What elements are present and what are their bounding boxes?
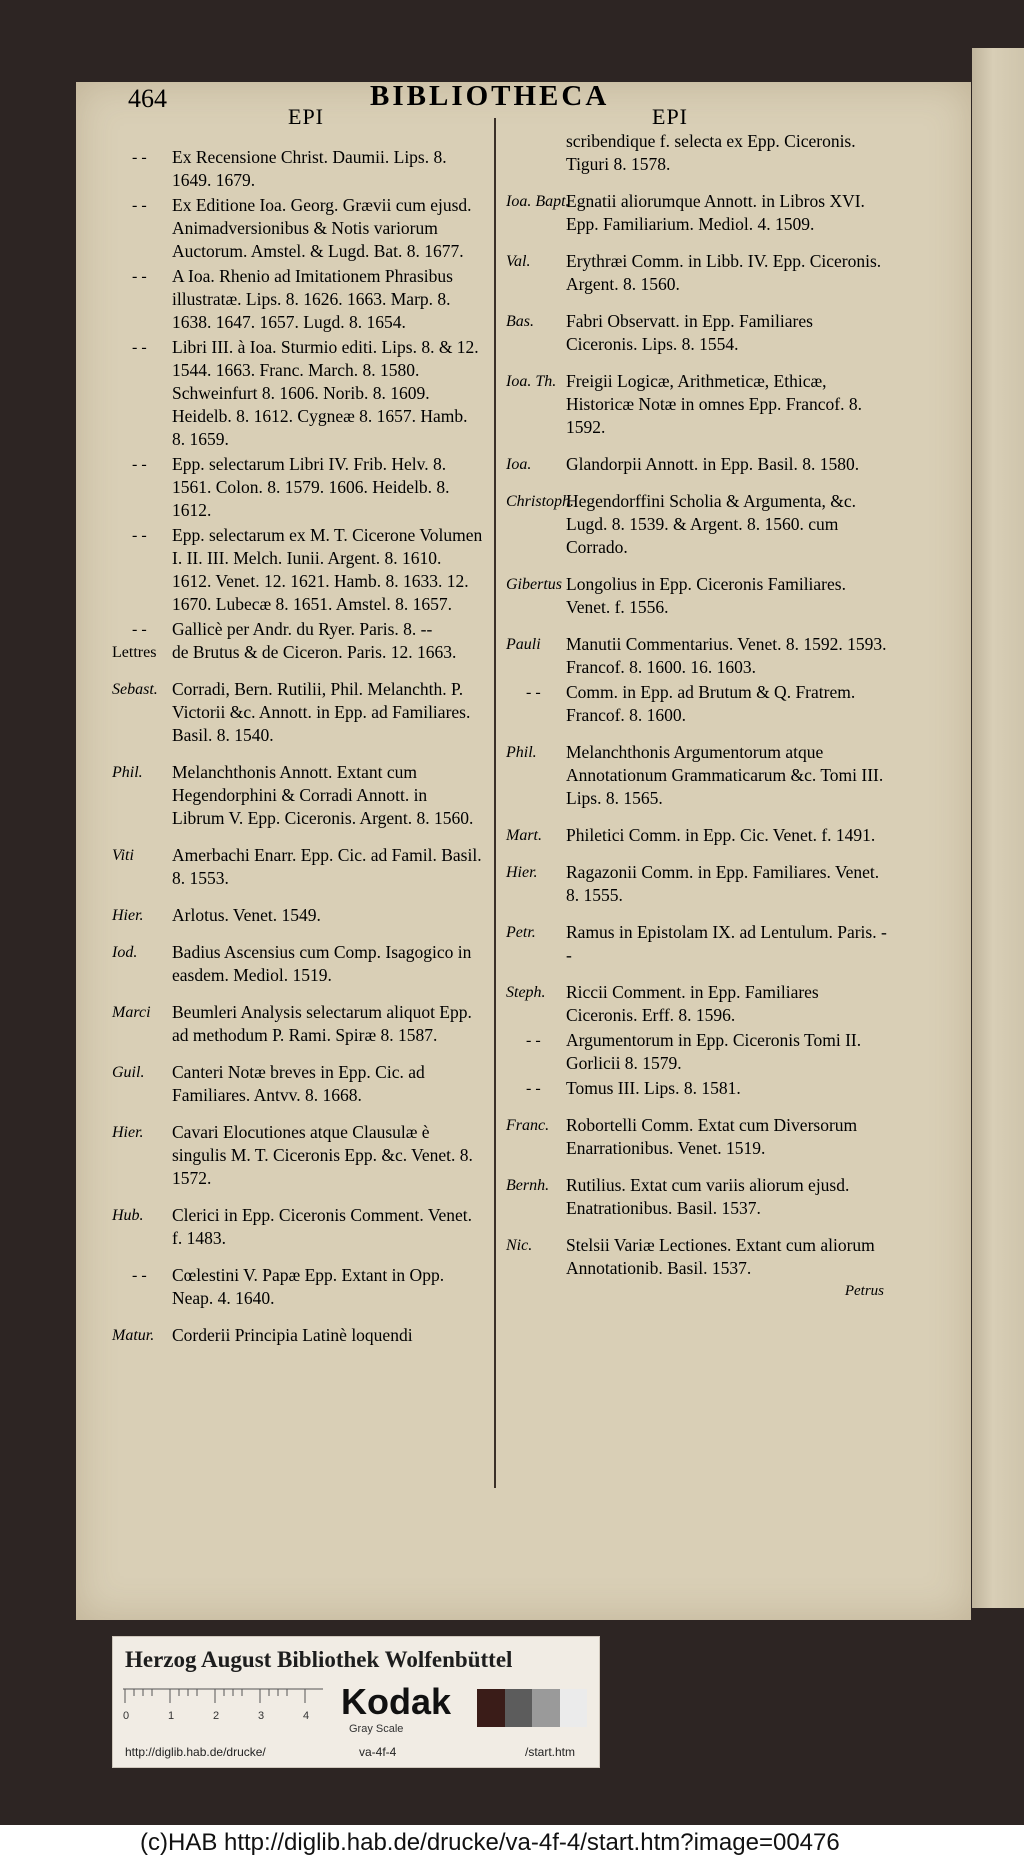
entry-marker: Hier. [112,1124,144,1141]
entry-text: Argumentorum in Epp. Ciceronis Tomi II. Gorlicii 8. 1579. [566,1030,862,1073]
ruler-label: 0 [123,1710,130,1722]
entry [112,904,484,927]
entry [506,861,888,907]
entry [506,633,888,679]
entry-text: Arlotus. Venet. 1549. [172,905,321,925]
entry-marker: Guil. [112,1064,145,1081]
entry [112,146,484,192]
entry-marker: - - [526,1080,541,1097]
entry-marker: - - [132,456,147,473]
entry-text: Badius Ascensius cum Comp. Isagogico in easdem. Mediol. 1519. [172,942,472,985]
entry-text: Gallicè per Andr. du Ryer. Paris. 8. -- [172,619,433,639]
entry-text: A Ioa. Rhenio ad Imitationem Phrasibus illustratæ. Lips. 8. 1626. 1663. Marp. 8. 1638. 1647. 1657. Lugd. 8. 1654. [172,266,453,332]
entry [506,681,888,727]
url-base: http://diglib.hab.de/drucke/ [125,1745,266,1759]
entry-marker: Val. [506,253,531,270]
left-column [112,146,484,1347]
entry-marker: Hub. [112,1207,144,1224]
entry-text: Rutilius. Extat cum variis aliorum ejusd. Enatrationibus. Basil. 1537. [566,1175,850,1218]
entry [112,1121,484,1190]
right-column-head: EPI [652,104,688,129]
entry-marker: Nic. [506,1237,533,1254]
entry-marker: Viti [112,847,134,864]
library-name: Herzog August Bibliothek Wolfenbüttel [125,1647,513,1672]
entry-marker: Iod. [112,944,138,961]
entry-text: Epp. selectarum ex M. T. Cicerone Volumen I. II. III. Melch. Iunii. Argent. 8. 1610. 1612. Venet. 12. 1621. Hamb. 8. 1633. 12. 1670. Lubecæ 8. 1651. Amstel. 8. 1657. [172,525,483,614]
copyright-footer [0,1825,1024,1863]
entry [112,941,484,987]
entry-text: Glandorpii Annott. in Epp. Basil. 8. 1580. [566,454,860,474]
entry-marker: - - [132,268,147,285]
ruler-label: 4 [303,1710,310,1722]
entry-marker: Ioa. Bapt. [506,193,570,210]
entry-text: Canteri Notæ breves in Epp. Cic. ad Familiares. Antvv. 8. 1668. [172,1062,425,1105]
right-column [506,130,888,1303]
entry-text: Erythræi Comm. in Libb. IV. Epp. Ciceronis. Argent. 8. 1560. [566,251,882,294]
entry-marker: Hier. [112,907,144,924]
entry-text: Philetici Comm. in Epp. Cic. Venet. f. 1491. [566,825,876,845]
page-number: 464 [128,84,167,113]
entry-text: Amerbachi Enarr. Epp. Cic. ad Famil. Basil. 8. 1553. [172,845,482,888]
entry-text: Libri III. à Ioa. Sturmio editi. Lips. 8. & 12. 1544. 1663. Franc. March. 8. 1580. Schweinfurt 8. 1606. Norib. 8. 1609. Heidelb. 8. 1612. Cygneæ 8. 1657. Hamb. 8. 1659. [172,337,479,449]
entry-marker: Petr. [506,924,536,941]
entry-marker: Ioa. [506,456,532,473]
entry-text: scribendique f. selecta ex Epp. Ciceronis. Tiguri 8. 1578. [566,131,856,174]
gray-scale-label: Gray Scale [349,1723,404,1735]
entry [506,921,888,967]
entry [506,190,888,236]
entry-marker: - - [526,684,541,701]
ruler-label: 1 [168,1710,175,1722]
entry-marker: Hier. [506,864,538,881]
entry-text: Freigii Logicæ, Arithmeticæ, Ethicæ, Historicæ Notæ in omnes Epp. Francof. 8. 1592. [566,371,863,437]
ruler-label: 2 [213,1710,220,1722]
entry [506,573,888,619]
entry-text: Riccii Comment. in Epp. Familiares Ciceronis. Erff. 8. 1596. [566,982,819,1025]
entry-text: Hegendorffini Scholia & Argumenta, &c. Lugd. 8. 1539. & Argent. 8. 1560. cum Corrado. [566,491,856,557]
entry [112,265,484,334]
entry-marker: Phil. [506,744,537,761]
entry-marker: Gibertus [506,576,562,593]
column-divider [494,118,496,1488]
entry-marker: Mart. [506,827,542,844]
entry-marker: Bas. [506,313,534,330]
entry-marker: Bernh. [506,1177,550,1194]
entry-text: Epp. selectarum Libri IV. Frib. Helv. 8. 1561. Colon. 8. 1579. 1606. Heidelb. 8. 1612. [172,454,450,520]
entry-text: Cavari Elocutiones atque Clausulæ è singulis M. T. Ciceronis Epp. &c. Venet. 8. 1572. [172,1122,473,1188]
entry [112,336,484,451]
entry-text: Comm. in Epp. ad Brutum & Q. Fratrem. Francof. 8. 1600. [566,682,856,725]
entry-marker: Ioa. Th. [506,373,557,390]
entry-text: Clerici in Epp. Ciceronis Comment. Venet. f. 1483. [172,1205,473,1248]
entry [506,490,888,559]
url-shelfmark: va-4f-4 [359,1745,397,1759]
facing-page-edge [972,48,1024,1608]
left-column-head: EPI [288,104,324,129]
entry-text: de Brutus & de Ciceron. Paris. 12. 1663. [172,642,457,662]
entry-text: Egnatii aliorumque Annott. in Libros XVI. Epp. Familiarium. Mediol. 4. 1509. [566,191,865,234]
entry [112,524,484,616]
entry-marker: Steph. [506,984,546,1001]
catchword: Petrus [844,1283,884,1299]
entry-text: Ex Recensione Christ. Daumii. Lips. 8. 1649. 1679. [172,147,447,190]
entry-text: Ragazonii Comm. in Epp. Familiares. Venet. 8. 1555. [566,862,880,905]
entry [112,1264,484,1310]
entry-marker: - - [132,149,147,166]
entry-marker: Franc. [506,1117,550,1134]
entry [506,250,888,296]
ruler-label: 3 [258,1710,265,1722]
entry [112,618,484,641]
entry-marker: - - [132,339,147,356]
entry-text: Fabri Observatt. in Epp. Familiares Ciceronis. Lips. 8. 1554. [566,311,813,354]
entry-text: Melanchthonis Annott. Extant cum Hegendorphini & Corradi Annott. in Librum V. Epp. Ciceronis. Argent. 8. 1560. [172,762,474,828]
entry-text: Robortelli Comm. Extat cum Diversorum Enarrationibus. Venet. 1519. [566,1115,858,1158]
entry-marker [506,130,566,176]
entry-text: Stelsii Variæ Lectiones. Extant cum aliorum Annotationib. Basil. 1537. [566,1235,875,1278]
entry [506,370,888,439]
kodak-logo: Kodak [341,1681,452,1722]
entry [112,1204,484,1250]
entry [506,453,888,476]
entry [506,824,888,847]
entry-text: Tomus III. Lips. 8. 1581. [566,1078,741,1098]
entry [112,844,484,890]
entry-text: Longolius in Epp. Ciceronis Familiares. Venet. f. 1556. [566,574,846,617]
entry-marker: Sebast. [112,681,158,698]
entry-marker: - - [132,527,147,544]
running-head: BIBLIOTHECA [370,80,610,112]
entry [506,1029,888,1075]
entry [112,1001,484,1047]
entry-marker: - - [132,197,147,214]
entry [112,1061,484,1107]
entry [112,678,484,747]
entry-marker: Pauli [506,636,541,653]
entry-text: Cœlestini V. Papæ Epp. Extant in Opp. Neap. 4. 1640. [172,1265,445,1308]
url-suffix: /start.htm [525,1745,576,1759]
entry [112,453,484,522]
entry-text: Melanchthonis Argumentorum atque Annotationum Grammaticarum &c. Tomi III. Lips. 8. 1565. [566,742,884,808]
entry [506,130,888,176]
entry [112,641,484,664]
entry-text: Ramus in Epistolam IX. ad Lentulum. Paris. - - [566,922,887,965]
entry [112,761,484,830]
entry [506,741,888,810]
entry [506,310,888,356]
entry-text: Manutii Commentarius. Venet. 8. 1592. 1593. Francof. 8. 1600. 16. 1603. [566,634,887,677]
entry [506,1174,888,1220]
entry-text: Corradi, Bern. Rutilii, Phil. Melanchth. P. Victorii &c. Annott. in Epp. ad Familiares. Basil. 8. 1540. [172,679,471,745]
entry-marker: Matur. [112,1327,155,1344]
entry [112,1324,484,1347]
gray-scale-swatches [477,1689,587,1727]
entry-marker: Lettres [112,644,157,661]
entry [506,1077,888,1100]
entry-text: Corderii Principia Latinè loquendi [172,1325,413,1345]
entry-text: Ex Editione Ioa. Georg. Grævii cum ejusd. Animadversionibus & Notis variorum Auctorum. Amstel. & Lugd. Bat. 8. 1677. [172,195,472,261]
entry [506,1234,888,1280]
entry-marker: - - [132,621,147,638]
entry-marker: Christoph. [506,493,575,510]
entry-text: Beumleri Analysis selectarum aliquot Epp. ad methodum P. Rami. Spiræ 8. 1587. [172,1002,472,1045]
entry-marker: Phil. [112,764,143,781]
footer-text: (c)HAB http://diglib.hab.de/drucke/va-4f-4/start.htm?image=00476 [140,1829,840,1856]
scan-label-card [112,1636,600,1768]
entry [506,981,888,1027]
entry-marker: - - [526,1032,541,1049]
entry [506,1114,888,1160]
entry [112,194,484,263]
entry-marker: - - [132,1267,147,1284]
entry-marker: Marci [112,1004,151,1021]
